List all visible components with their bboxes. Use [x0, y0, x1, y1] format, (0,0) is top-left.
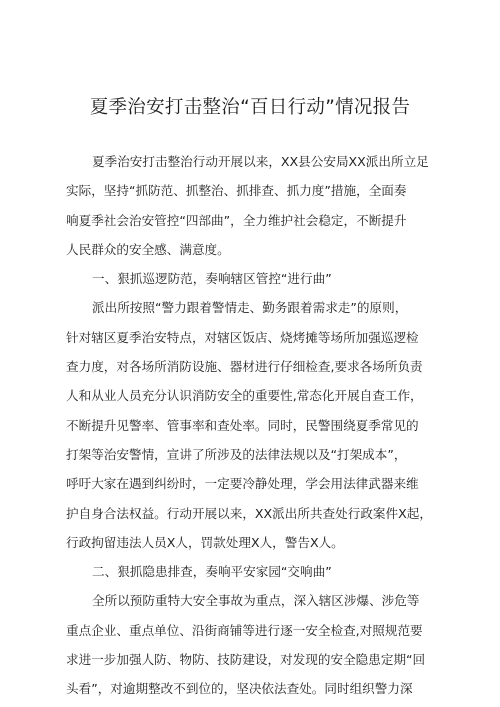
section-heading-1: 一、狠抓巡逻防范，奏响辖区管控“进行曲” [92, 271, 332, 287]
paragraph-intro-line: 响夏季社会治安管控“四部曲”，全力维护社会稳定，不断提升 [66, 212, 407, 228]
paragraph-section1-line: 派出所按照“警力跟着警情走、勤务跟着需求走”的原则， [92, 300, 408, 316]
paragraph-section1-line: 不断提升见警率、管事率和查处率。同时，民警围绕夏季常见的 [66, 417, 419, 433]
paragraph-section2-line: 头看”，对逾期整改不到位的，坚决依法查处。同时组织警力深 [66, 681, 413, 697]
paragraph-section1-line: 呼吁大家在遇到纠纷时，一定要冷静处理，学会用法律武器来维 [66, 476, 419, 492]
paragraph-section2-line: 重点企业、重点单位、沿街商铺等进行逐一安全检查,对照规范要 [66, 622, 423, 638]
section-heading-2: 二、狠抓隐患排查，奏响平安家园“交响曲” [92, 564, 332, 580]
paragraph-intro-line: 实际，坚持“抓防范、抓整治、抓排查、抓力度”措施，全面奏 [66, 183, 407, 199]
document-title: 夏季治安打击整治“百日行动”情况报告 [89, 97, 411, 118]
paragraph-section1-line: 针对辖区夏季治安特点，对辖区饭店、烧烤摊等场所加强巡逻检 [66, 329, 419, 345]
paragraph-section2-line: 全所以预防重特大安全事故为重点，深入辖区涉爆、涉危等 [92, 593, 420, 609]
paragraph-intro-line: 夏季治安打击整治行动开展以来，XX县公安局XX派出所立足 [92, 154, 429, 169]
paragraph-section2-line: 求进一步加强人防、物防、技防建设，对发现的安全隐患定期“回 [66, 652, 426, 668]
document-body [66, 147, 436, 704]
paragraph-section1-line: 行政拘留违法人员X人，罚款处理X人，警告X人。 [66, 534, 344, 550]
paragraph-section1-line: 查力度，对各场所消防设施、器材进行仔细检查,要求各场所负责 [66, 359, 423, 375]
paragraph-section1-line: 打架等治安警情，宣讲了所涉及的法律法规以及“打架成本”， [66, 446, 407, 462]
paragraph-section1-line: 人和从业人员充分认识消防安全的重要性,常态化开展自查工作， [66, 388, 423, 404]
paragraph-section1-line: 护自身合法权益。行动开展以来，XX派出所共查处行政案件X起， [66, 505, 432, 521]
paragraph-intro-line: 人民群众的安全感、满意度。 [66, 241, 230, 257]
